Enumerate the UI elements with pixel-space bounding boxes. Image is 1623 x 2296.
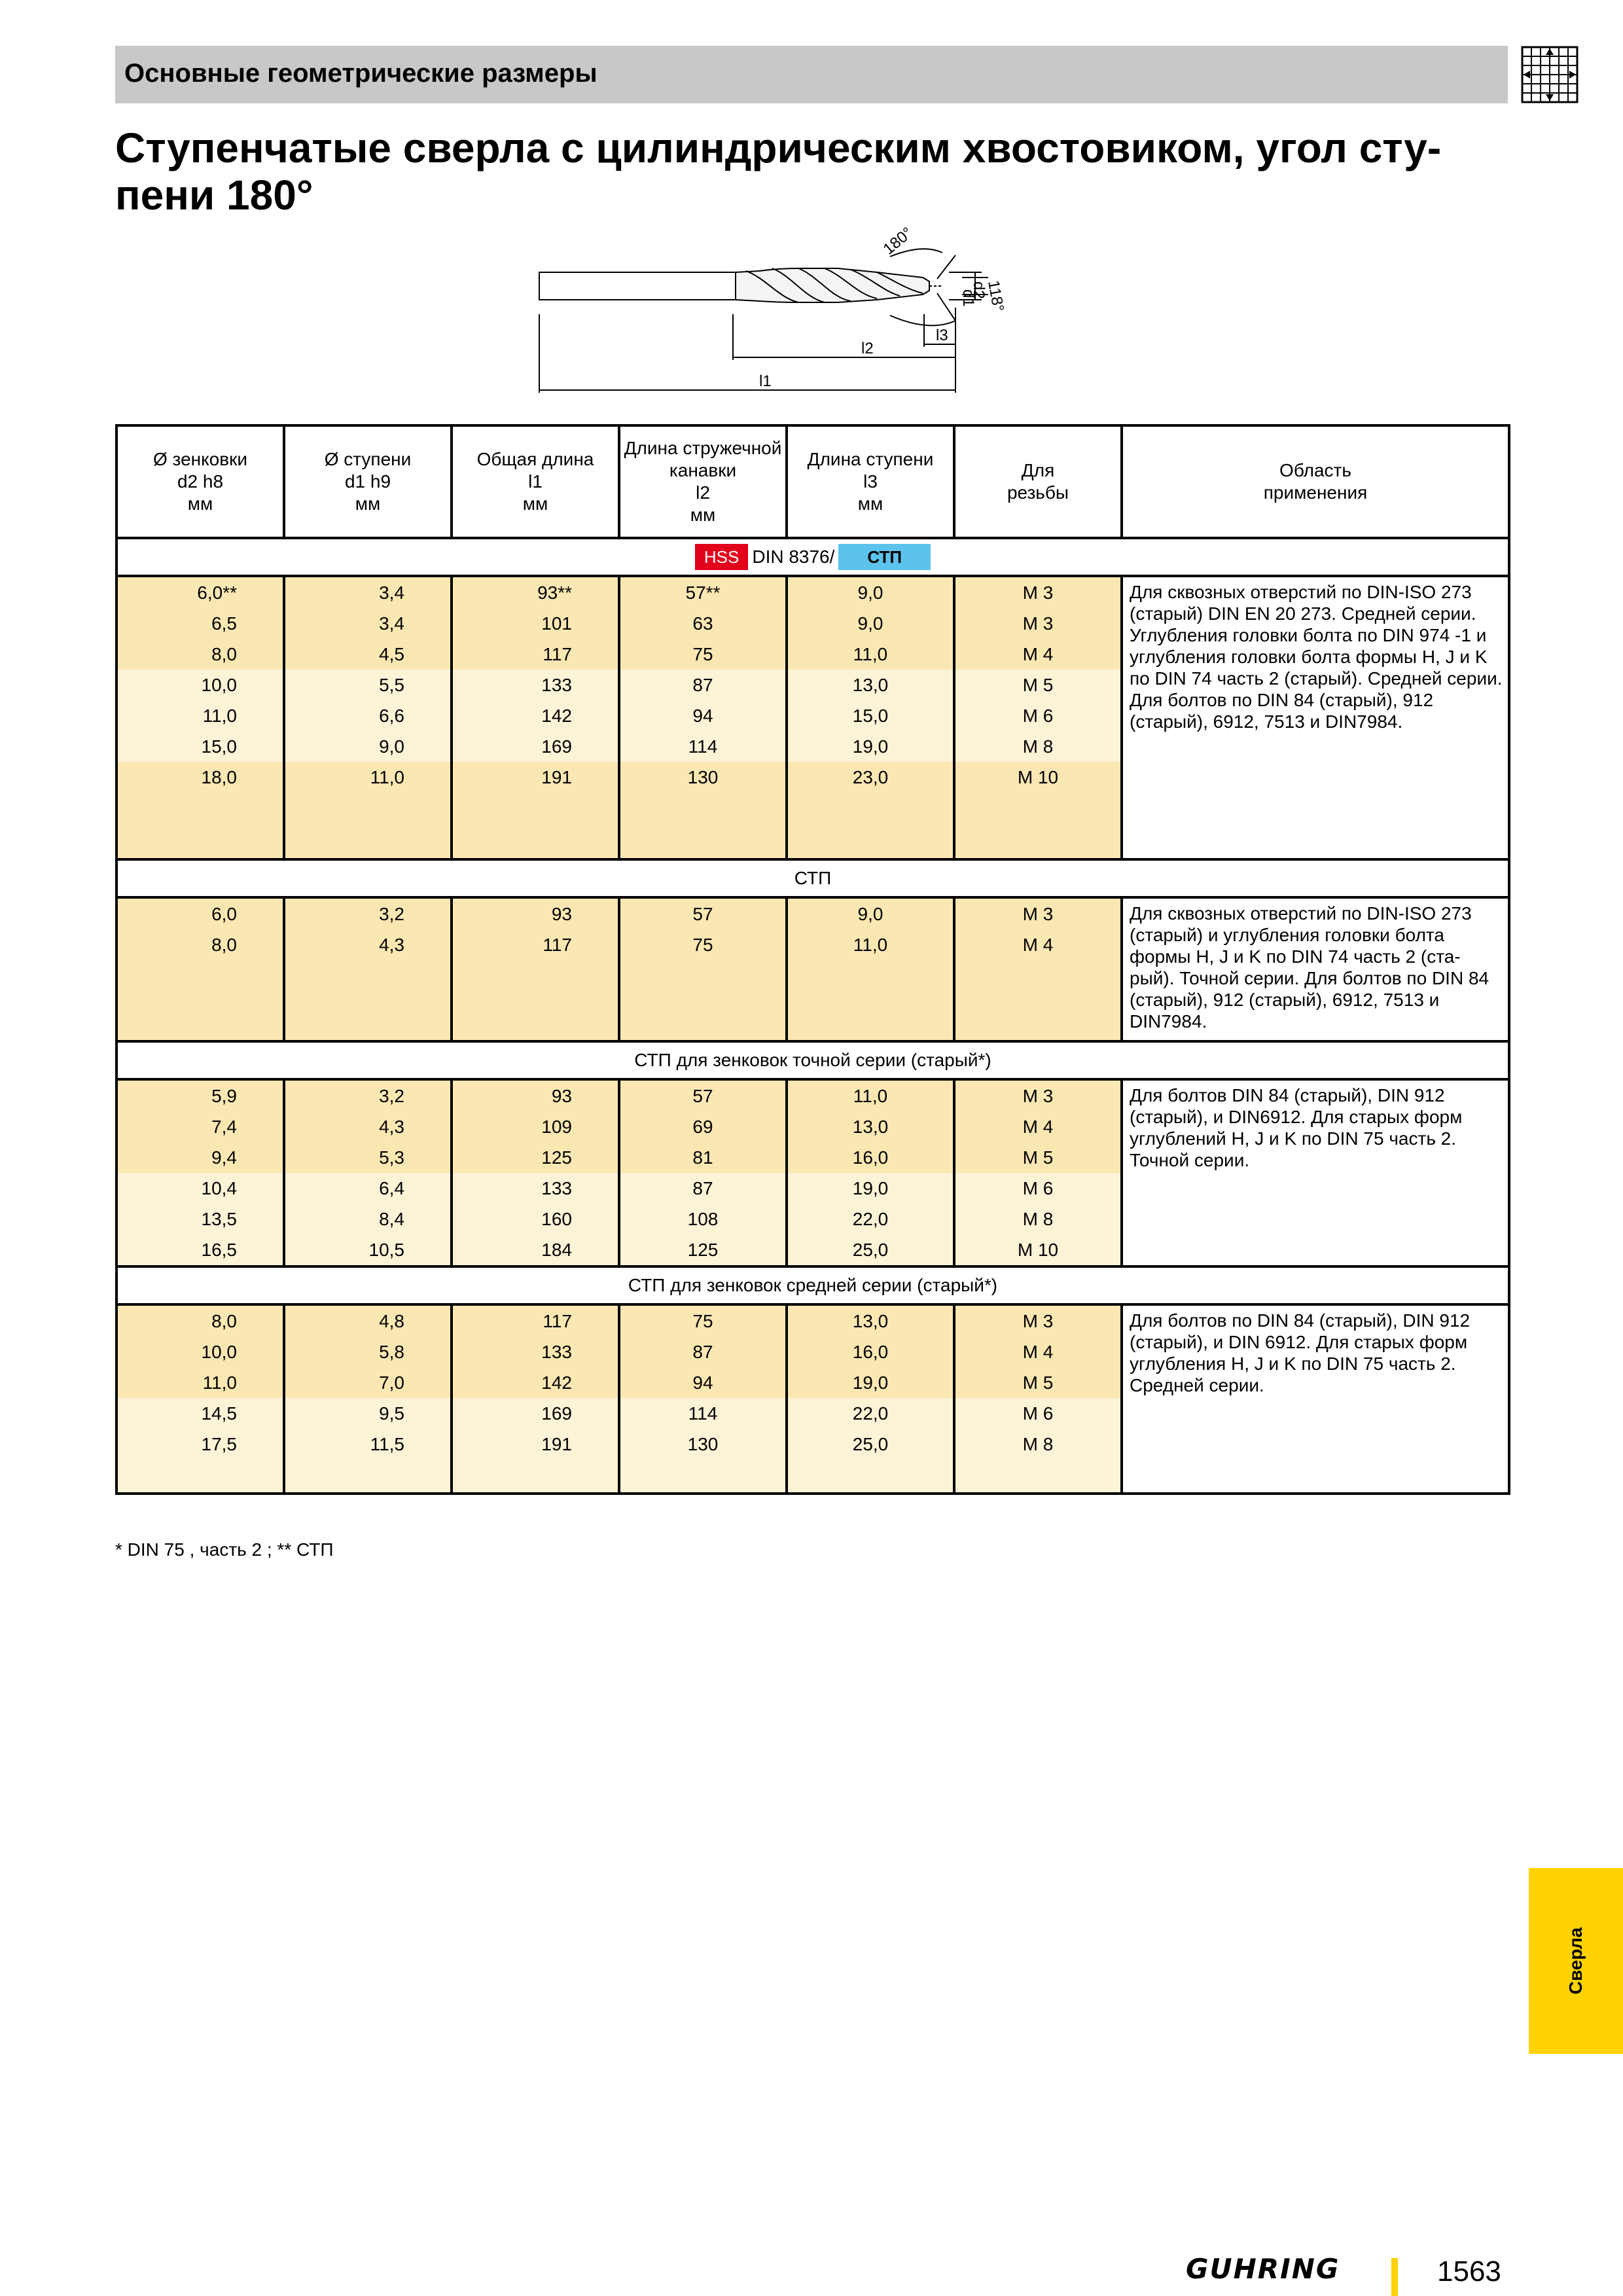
empty-cell bbox=[619, 960, 787, 1041]
table-row bbox=[116, 1079, 1509, 1111]
table-row bbox=[116, 897, 1509, 929]
empty-cell bbox=[116, 960, 284, 1041]
table-cell: 14,5 bbox=[116, 1398, 284, 1429]
table-cell: 8,0 bbox=[116, 1304, 284, 1336]
table-cell: 13,0 bbox=[787, 1111, 954, 1142]
table-cell: 75 bbox=[619, 929, 787, 960]
application-description: Для болтов по DIN 84 (старый), DIN 912 (старый), и DIN 6912. Для старых форм углубления H, J и K по DIN 75 часть 2. Средней серии. bbox=[1122, 1304, 1509, 1494]
empty-cell bbox=[954, 793, 1122, 859]
table-cell: 7,0 bbox=[284, 1367, 452, 1398]
table-cell: 17,5 bbox=[116, 1429, 284, 1460]
table-cell: 19,0 bbox=[787, 1173, 954, 1204]
group-title: СТП для зенковок средней серии (старый*) bbox=[628, 1275, 998, 1295]
table-cell: M 6 bbox=[954, 1398, 1122, 1429]
group-title-cell bbox=[116, 1266, 1509, 1304]
side-tab-drills[interactable] bbox=[1529, 1868, 1623, 2054]
table-cell: 94 bbox=[619, 700, 787, 731]
table-cell: 4,8 bbox=[284, 1304, 452, 1336]
table-cell: 23,0 bbox=[787, 762, 954, 793]
table-row bbox=[116, 1304, 1509, 1336]
column-header-line: Для bbox=[1021, 460, 1055, 480]
column-header-line: резьбы bbox=[1007, 482, 1069, 503]
group-header-row bbox=[116, 538, 1509, 576]
table-cell: M 3 bbox=[954, 897, 1122, 929]
group-title-cell bbox=[116, 1041, 1509, 1079]
table-cell: 108 bbox=[619, 1204, 787, 1234]
d2-label: d2 bbox=[970, 281, 988, 299]
grid-navigation-icon bbox=[1521, 46, 1578, 103]
table-cell: 19,0 bbox=[787, 1367, 954, 1398]
empty-cell bbox=[787, 793, 954, 859]
table-cell: M 6 bbox=[954, 700, 1122, 731]
table-cell: M 6 bbox=[954, 1173, 1122, 1204]
column-header-line: l1 bbox=[528, 471, 543, 492]
table-cell: 16,0 bbox=[787, 1336, 954, 1367]
column-header-line: d1 h9 bbox=[344, 471, 391, 492]
table-cell: 191 bbox=[452, 762, 619, 793]
table-cell: 13,0 bbox=[787, 1304, 954, 1336]
table-cell: 87 bbox=[619, 670, 787, 700]
column-header-line: l2 bbox=[696, 482, 710, 503]
table-cell: 10,4 bbox=[116, 1173, 284, 1204]
table-cell: 57 bbox=[619, 1079, 787, 1111]
section-header-text: Основные геометрические размеры bbox=[124, 59, 597, 88]
column-header bbox=[1122, 425, 1509, 538]
table-cell: 87 bbox=[619, 1336, 787, 1367]
column-header-line: Длина стружечной bbox=[624, 438, 782, 458]
table-cell: 11,5 bbox=[284, 1429, 452, 1460]
group-title-cell bbox=[116, 859, 1509, 897]
empty-cell bbox=[284, 960, 452, 1041]
l1-label: l1 bbox=[759, 372, 772, 390]
table-cell: 5,3 bbox=[284, 1142, 452, 1173]
table-cell: 19,0 bbox=[787, 731, 954, 762]
column-header-line: Ø ступени bbox=[324, 449, 412, 469]
table-cell: 9,4 bbox=[116, 1142, 284, 1173]
table-cell: 57 bbox=[619, 897, 787, 929]
empty-cell bbox=[787, 1460, 954, 1494]
group-header-row bbox=[116, 859, 1509, 897]
table-cell: 5,9 bbox=[116, 1079, 284, 1111]
table-cell: 5,8 bbox=[284, 1336, 452, 1367]
table-cell: 169 bbox=[452, 1398, 619, 1429]
table-cell: 69 bbox=[619, 1111, 787, 1142]
table-cell: 9,0 bbox=[284, 731, 452, 762]
table-cell: 114 bbox=[619, 731, 787, 762]
column-header-line: применения bbox=[1263, 482, 1368, 503]
table-cell: 7,4 bbox=[116, 1111, 284, 1142]
table-cell: 4,5 bbox=[284, 639, 452, 670]
column-header-line: мм bbox=[187, 493, 213, 514]
table-cell: 75 bbox=[619, 1304, 787, 1336]
table-cell: 117 bbox=[452, 929, 619, 960]
table-cell: 6,6 bbox=[284, 700, 452, 731]
table-cell: 13,0 bbox=[787, 670, 954, 700]
section-header-bar bbox=[115, 46, 1508, 103]
table-cell: 142 bbox=[452, 1367, 619, 1398]
table-cell: 6,4 bbox=[284, 1173, 452, 1204]
table-cell: M 5 bbox=[954, 1142, 1122, 1173]
table-cell: 11,0 bbox=[787, 639, 954, 670]
table-cell: 3,2 bbox=[284, 897, 452, 929]
table-cell: 11,0 bbox=[116, 700, 284, 731]
table-cell: M 10 bbox=[954, 1234, 1122, 1266]
table-cell: 15,0 bbox=[787, 700, 954, 731]
empty-cell bbox=[452, 1460, 619, 1494]
table-cell: 9,0 bbox=[787, 576, 954, 608]
table-cell: 11,0 bbox=[787, 929, 954, 960]
table-cell: M 4 bbox=[954, 1336, 1122, 1367]
table-cell: 9,0 bbox=[787, 608, 954, 639]
table-cell: 93** bbox=[452, 576, 619, 608]
column-header-line: мм bbox=[522, 493, 548, 514]
empty-cell bbox=[787, 960, 954, 1041]
column-header bbox=[619, 425, 787, 538]
table-cell: 15,0 bbox=[116, 731, 284, 762]
table-cell: M 4 bbox=[954, 1111, 1122, 1142]
column-header-line: канавки bbox=[669, 460, 737, 480]
table-cell: 63 bbox=[619, 608, 787, 639]
angle-tip-label: 118° bbox=[984, 279, 1007, 314]
group-header-row bbox=[116, 1041, 1509, 1079]
table-cell: 6,5 bbox=[116, 608, 284, 639]
table-header-row bbox=[116, 425, 1509, 538]
empty-cell bbox=[116, 793, 284, 859]
table-cell: 25,0 bbox=[787, 1234, 954, 1266]
table-cell: 93 bbox=[452, 897, 619, 929]
table-cell: 4,3 bbox=[284, 929, 452, 960]
group-title: DIN 8376/ bbox=[752, 547, 835, 567]
table-cell: M 3 bbox=[954, 608, 1122, 639]
footnote: * DIN 75 , часть 2 ; ** СТП bbox=[115, 1539, 334, 1560]
application-description: Для сквозных отверстий по DIN-ISO 273 (старый) и углубления головки болта формы H, J и K по DIN 74 часть 2 (ста-рый). Точной серии. Для болтов по DIN 84 (старый), 912 (старый), 6912, 7513 и DIN7984. bbox=[1122, 897, 1509, 1041]
table-cell: 18,0 bbox=[116, 762, 284, 793]
table-cell: 11,0 bbox=[116, 1367, 284, 1398]
table-cell: 10,5 bbox=[284, 1234, 452, 1266]
column-header-line: мм bbox=[690, 505, 716, 525]
table-cell: 25,0 bbox=[787, 1429, 954, 1460]
footer-divider bbox=[1391, 2258, 1398, 2296]
application-description: Для болтов DIN 84 (старый), DIN 912 (старый), и DIN6912. Для старых форм углублений H, J и K по DIN 75 часть 2. Точной серии. bbox=[1122, 1079, 1509, 1266]
column-header-line: Общая длина bbox=[476, 449, 594, 469]
page-number: 1563 bbox=[1437, 2255, 1501, 2287]
table-cell: 130 bbox=[619, 762, 787, 793]
table-cell: M 10 bbox=[954, 762, 1122, 793]
column-header-line: d2 h8 bbox=[177, 471, 224, 492]
application-description: Для сквозных отверстий по DIN-ISO 273 (старый) DIN EN 20 273. Средней серии. Углубления головки болта по DIN 974 -1 и углубления головки болта формы H, J и K по DIN 74 часть 2 (старый). Средней серии. Для болтов по DIN 84 (старый), 912 (старый), 6912, 7513 и DIN7984. bbox=[1122, 576, 1509, 859]
empty-cell bbox=[954, 960, 1122, 1041]
empty-cell bbox=[619, 1460, 787, 1494]
drill-dimensions-table bbox=[115, 424, 1510, 1495]
table-cell: 117 bbox=[452, 639, 619, 670]
table-cell: 125 bbox=[619, 1234, 787, 1266]
table-cell: 191 bbox=[452, 1429, 619, 1460]
table-cell: 8,0 bbox=[116, 639, 284, 670]
table-cell: 6,0 bbox=[116, 897, 284, 929]
empty-cell bbox=[619, 793, 787, 859]
table-cell: M 8 bbox=[954, 1204, 1122, 1234]
hss-badge: HSS bbox=[695, 544, 748, 570]
column-header-line: мм bbox=[355, 493, 381, 514]
l3-label: l3 bbox=[936, 327, 948, 344]
table-cell: 11,0 bbox=[787, 1079, 954, 1111]
table-cell: 101 bbox=[452, 608, 619, 639]
table-cell: M 3 bbox=[954, 1304, 1122, 1336]
empty-cell bbox=[284, 1460, 452, 1494]
table-cell: 3,4 bbox=[284, 608, 452, 639]
table-cell: 133 bbox=[452, 1336, 619, 1367]
step-drill-drawing bbox=[537, 216, 1080, 399]
table-cell: 133 bbox=[452, 1173, 619, 1204]
empty-cell bbox=[954, 1460, 1122, 1494]
table-cell: 9,5 bbox=[284, 1398, 452, 1429]
table-cell: 184 bbox=[452, 1234, 619, 1266]
table-cell: 13,5 bbox=[116, 1204, 284, 1234]
table-cell: 142 bbox=[452, 700, 619, 731]
column-header-line: Ø зенковки bbox=[152, 449, 248, 469]
table-cell: 10,0 bbox=[116, 1336, 284, 1367]
column-header-line: мм bbox=[857, 493, 883, 514]
table-cell: M 4 bbox=[954, 639, 1122, 670]
group-header-row bbox=[116, 1266, 1509, 1304]
table-cell: 57** bbox=[619, 576, 787, 608]
table-cell: 9,0 bbox=[787, 897, 954, 929]
column-header-line: l3 bbox=[863, 471, 878, 492]
table-cell: 4,3 bbox=[284, 1111, 452, 1142]
table-cell: M 5 bbox=[954, 670, 1122, 700]
table-cell: 16,0 bbox=[787, 1142, 954, 1173]
column-header bbox=[954, 425, 1122, 538]
table-cell: 5,5 bbox=[284, 670, 452, 700]
table-cell: 87 bbox=[619, 1173, 787, 1204]
table-cell: M 4 bbox=[954, 929, 1122, 960]
column-header bbox=[116, 425, 284, 538]
table-cell: 114 bbox=[619, 1398, 787, 1429]
column-header bbox=[284, 425, 452, 538]
empty-cell bbox=[452, 960, 619, 1041]
l2-label: l2 bbox=[861, 340, 874, 357]
stp-badge: СТП bbox=[838, 544, 931, 570]
table-cell: 16,5 bbox=[116, 1234, 284, 1266]
table-cell: 169 bbox=[452, 731, 619, 762]
table-cell: 22,0 bbox=[787, 1398, 954, 1429]
table-cell: 109 bbox=[452, 1111, 619, 1142]
page-title: Ступенчатые сверла с цилиндрическим хвостовиком, угол сту-пени 180° bbox=[115, 124, 1442, 219]
guhring-logo: GUHRING bbox=[1186, 2253, 1340, 2285]
table-cell: 160 bbox=[452, 1204, 619, 1234]
table-cell: M 8 bbox=[954, 1429, 1122, 1460]
table-cell: 81 bbox=[619, 1142, 787, 1173]
table-row bbox=[116, 576, 1509, 608]
angle-step-label: 180° bbox=[880, 224, 916, 259]
table-cell: 3,2 bbox=[284, 1079, 452, 1111]
column-header bbox=[452, 425, 619, 538]
table-cell: 117 bbox=[452, 1304, 619, 1336]
table-cell: 3,4 bbox=[284, 576, 452, 608]
column-header bbox=[787, 425, 954, 538]
table-cell: 10,0 bbox=[116, 670, 284, 700]
empty-cell bbox=[284, 793, 452, 859]
table-cell: 75 bbox=[619, 639, 787, 670]
table-cell: 6,0** bbox=[116, 576, 284, 608]
table-cell: 125 bbox=[452, 1142, 619, 1173]
table-cell: M 3 bbox=[954, 576, 1122, 608]
table-cell: 94 bbox=[619, 1367, 787, 1398]
table-cell: M 8 bbox=[954, 731, 1122, 762]
table-cell: M 5 bbox=[954, 1367, 1122, 1398]
empty-cell bbox=[452, 793, 619, 859]
table-cell: M 3 bbox=[954, 1079, 1122, 1111]
empty-cell bbox=[116, 1460, 284, 1494]
table-cell: 133 bbox=[452, 670, 619, 700]
group-title-cell bbox=[116, 538, 1509, 576]
group-title: СТП для зенковок точной серии (старый*) bbox=[634, 1050, 991, 1070]
table-cell: 130 bbox=[619, 1429, 787, 1460]
table-cell: 8,0 bbox=[116, 929, 284, 960]
table-cell: 22,0 bbox=[787, 1204, 954, 1234]
d1-label: d1 bbox=[959, 289, 977, 307]
table-cell: 8,4 bbox=[284, 1204, 452, 1234]
group-title: СТП bbox=[794, 868, 832, 888]
table-cell: 11,0 bbox=[284, 762, 452, 793]
table-cell: 93 bbox=[452, 1079, 619, 1111]
column-header-line: Длина ступени bbox=[807, 449, 934, 469]
side-tab-label: Сверла bbox=[1565, 1927, 1586, 1995]
column-header-line: Область bbox=[1279, 460, 1351, 480]
